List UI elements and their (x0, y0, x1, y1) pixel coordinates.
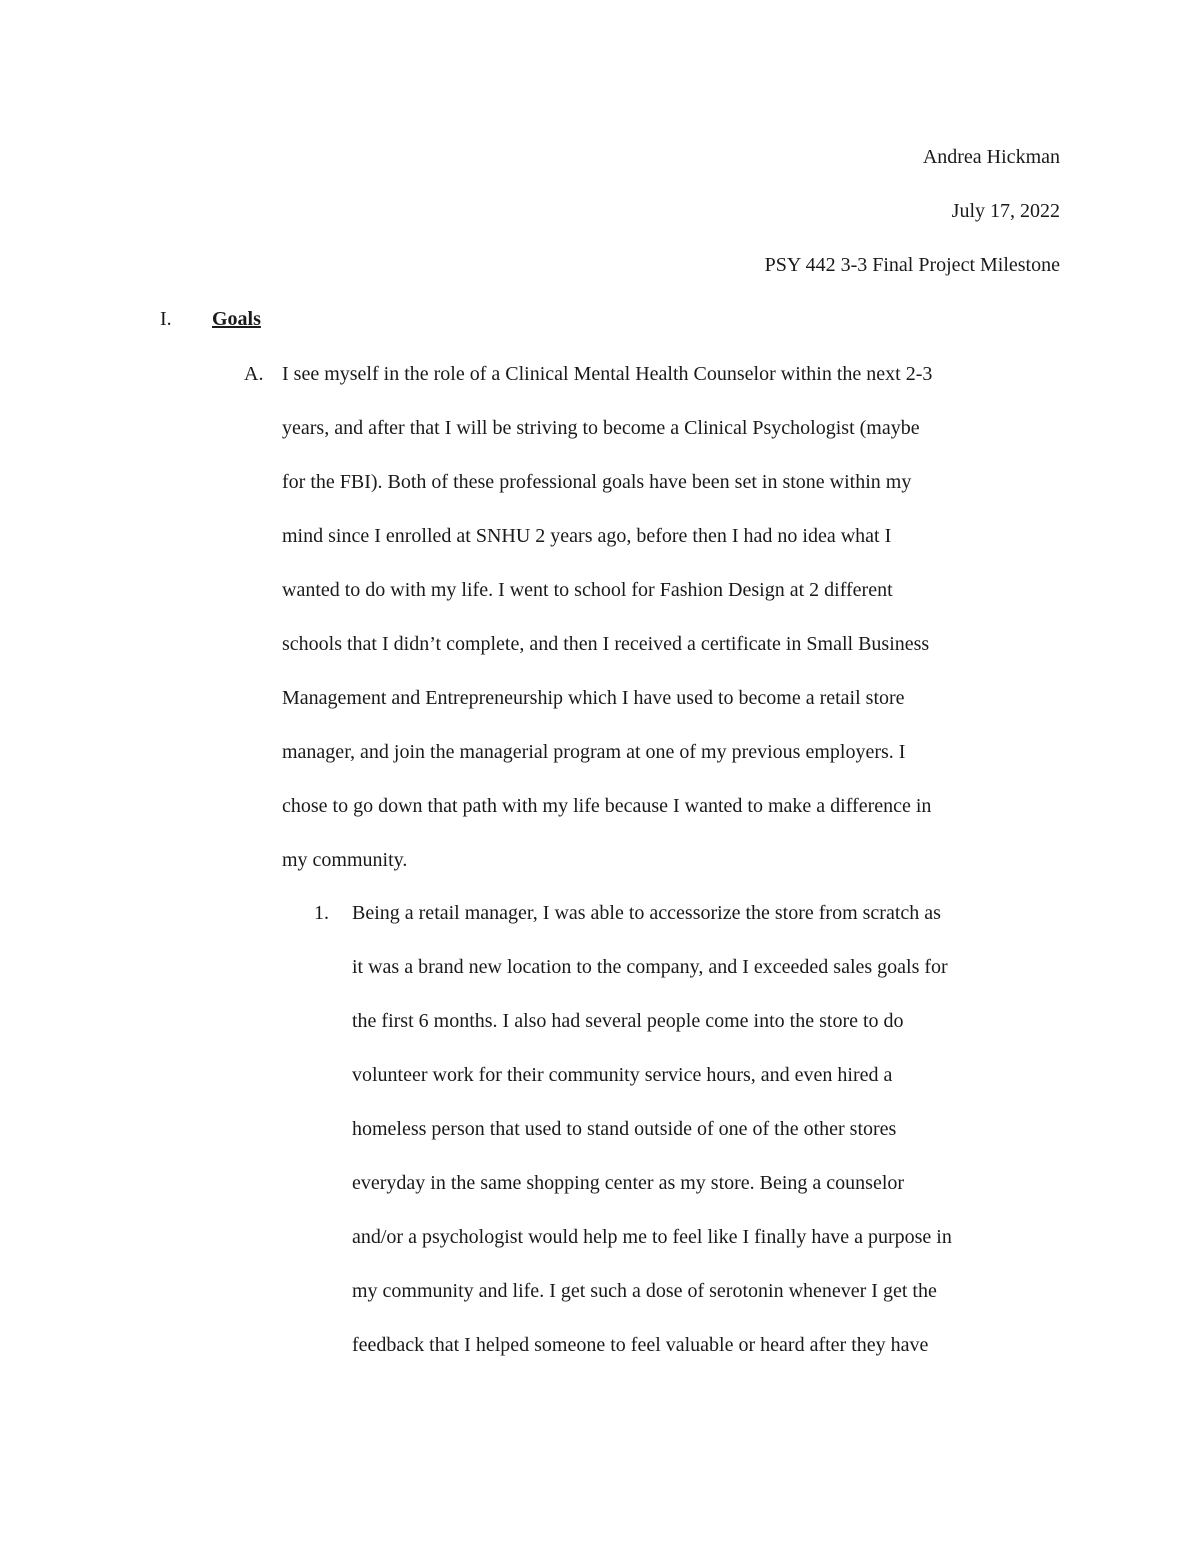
paragraph-line: volunteer work for their community service hours, and even hired a (352, 1064, 893, 1086)
paragraph-line: wanted to do with my life. I went to school for Fashion Design at 2 different (282, 579, 893, 601)
paragraph-line: everyday in the same shopping center as my store. Being a counselor (352, 1172, 905, 1194)
subsection-marker: A. (244, 363, 264, 385)
paragraph-line: I see myself in the role of a Clinical Mental Health Counselor within the next 2-3 (282, 363, 933, 385)
document-date: July 17, 2022 (951, 200, 1060, 222)
numbered-item-paragraph (352, 901, 1112, 1387)
paragraph-line: for the FBI). Both of these professional goals have been set in stone within my (282, 471, 912, 493)
paragraph-line: Being a retail manager, I was able to accessorize the store from scratch as (352, 902, 941, 924)
paragraph-line: the first 6 months. I also had several people come into the store to do (352, 1010, 904, 1032)
paragraph-line: years, and after that I will be striving to become a Clinical Psychologist (maybe (282, 417, 920, 439)
paragraph-line: manager, and join the managerial program at one of my previous employers. I (282, 741, 906, 763)
paragraph-line: and/or a psychologist would help me to feel like I finally have a purpose in (352, 1226, 952, 1248)
paragraph-line: Management and Entrepreneurship which I have used to become a retail store (282, 687, 905, 709)
course-title: PSY 442 3-3 Final Project Milestone (764, 254, 1060, 276)
paragraph-line: my community and life. I get such a dose of serotonin whenever I get the (352, 1280, 937, 1302)
paragraph-line: schools that I didn’t complete, and then I received a certificate in Small Business (282, 633, 930, 655)
paragraph-line: homeless person that used to stand outside of one of the other stores (352, 1118, 897, 1140)
paragraph-line: chose to go down that path with my life because I wanted to make a difference in (282, 795, 932, 817)
paragraph-line: my community. (282, 849, 408, 871)
section-number: I. (160, 308, 172, 330)
numbered-item-marker: 1. (314, 902, 329, 924)
paragraph-line: mind since I enrolled at SNHU 2 years ago, before then I had no idea what I (282, 525, 892, 547)
author-name: Andrea Hickman (922, 146, 1060, 168)
section-heading: Goals (212, 308, 261, 330)
paragraph-line: it was a brand new location to the company, and I exceeded sales goals for (352, 956, 948, 978)
paragraph-line: feedback that I helped someone to feel valuable or heard after they have (352, 1334, 929, 1356)
subsection-paragraph (282, 362, 1082, 902)
